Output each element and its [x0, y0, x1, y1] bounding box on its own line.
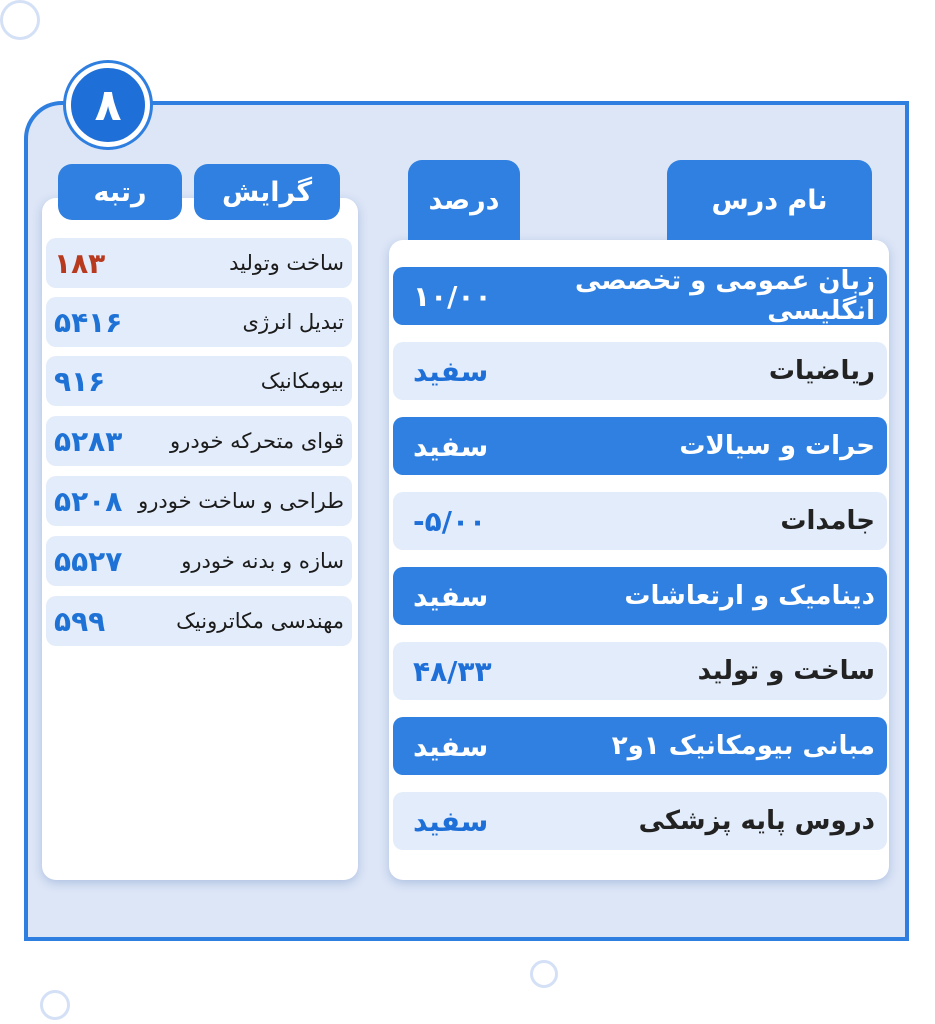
course-row [393, 417, 887, 475]
major-label: طراحی و ساخت خودرو [138, 489, 344, 513]
rank-value: ۵۲۰۸ [54, 484, 123, 518]
rank-value: ۱۸۳ [54, 246, 106, 280]
rank-row [46, 596, 352, 646]
course-row [393, 792, 887, 850]
rank-row [46, 536, 352, 586]
rank-row [46, 297, 352, 347]
percent-value: سفید [413, 804, 489, 838]
rank-row [46, 416, 352, 466]
course-header: نام درس [667, 160, 872, 240]
rank-row [46, 356, 352, 406]
course-name: حرات و سیالات [679, 431, 875, 461]
rank-value: ۵۹۹ [54, 604, 106, 638]
course-name: زبان عمومی و تخصصی انگلیسی [575, 266, 875, 326]
percent-value: سفید [413, 354, 489, 388]
major-header: گرایش [194, 164, 340, 220]
course-name: ریاضیات [768, 356, 875, 386]
page-number-badge: ۸ [66, 63, 150, 147]
rank-row [46, 238, 352, 288]
rank-header: رتبه [58, 164, 182, 220]
percent-header: درصد [408, 160, 520, 240]
course-row [393, 567, 887, 625]
course-percent-card [389, 240, 889, 880]
percent-value: ۴۸/۳۳ [413, 654, 492, 688]
major-label: تبدیل انرژی [242, 310, 344, 334]
course-name: دروس پایه پزشکی [638, 806, 875, 836]
course-name: ساخت و تولید [697, 656, 875, 686]
major-label: بیومکانیک [260, 369, 344, 393]
course-row [393, 492, 887, 550]
rank-value: ۵۲۸۳ [54, 424, 123, 458]
percent-value: -۵/۰۰ [413, 504, 487, 538]
course-name: مبانی بیومکانیک ۱و۲ [611, 731, 875, 761]
rank-value: ۵۴۱۶ [54, 305, 123, 339]
major-label: قوای متحرکه خودرو [170, 429, 344, 453]
percent-value: سفید [413, 579, 489, 613]
major-label: مهندسی مکاترونیک [176, 609, 344, 633]
course-row [393, 342, 887, 400]
course-row [393, 717, 887, 775]
decorative-circle [530, 960, 558, 988]
course-row [393, 267, 887, 325]
rank-value: ۹۱۶ [54, 364, 106, 398]
percent-value: ۱۰/۰۰ [413, 279, 492, 313]
course-row [393, 642, 887, 700]
percent-value: سفید [413, 429, 489, 463]
course-name: جامدات [780, 506, 875, 536]
rank-value: ۵۵۲۷ [54, 544, 123, 578]
course-name: دینامیک و ارتعاشات [624, 581, 875, 611]
major-label: سازه و بدنه خودرو [181, 549, 344, 573]
percent-value: سفید [413, 729, 489, 763]
decorative-circle [40, 990, 70, 1020]
decorative-circle [0, 0, 40, 40]
major-label: ساخت وتولید [229, 251, 344, 275]
rank-row [46, 476, 352, 526]
